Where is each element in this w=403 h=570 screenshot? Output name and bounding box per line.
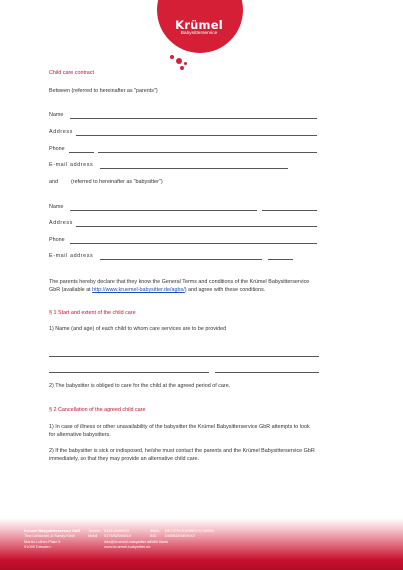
babysitter-phone-field[interactable] bbox=[70, 243, 317, 244]
footer-company-name: Krümel Babysitterservice GbR bbox=[24, 528, 81, 533]
parents-email-field[interactable] bbox=[100, 168, 288, 169]
footer-website: www.kruemel-babysitter.de bbox=[104, 543, 151, 549]
parents-address-field[interactable] bbox=[76, 135, 317, 136]
parents-phone-field-2[interactable] bbox=[98, 152, 317, 153]
babysitter-email-field-2[interactable] bbox=[268, 259, 293, 260]
footer-phone: 0351/2088923 bbox=[104, 528, 129, 533]
parents-name-field[interactable] bbox=[70, 118, 317, 119]
footer-contact-values bbox=[104, 528, 151, 549]
parents-phone-label: Phone bbox=[49, 146, 65, 152]
babysitter-address-field[interactable] bbox=[76, 226, 317, 227]
footer-company bbox=[24, 528, 80, 549]
section-1-heading: § 1 Start and extent of the child care bbox=[49, 310, 136, 316]
terms-link[interactable]: http://www.kruemel-babysitter.de/agbs/ bbox=[92, 287, 185, 293]
footer-bic-label: BIC: bbox=[150, 533, 158, 539]
footer-mobile: 0176/62098419 bbox=[104, 533, 132, 539]
declaration-prefix: GbR (available at bbox=[49, 287, 93, 293]
and-label: and bbox=[49, 179, 58, 185]
crumb-dot-1 bbox=[170, 55, 174, 59]
footer-bank-name: DAB Bank bbox=[150, 538, 168, 544]
parents-phone-field-1[interactable] bbox=[69, 152, 94, 153]
footer-bic: DABBDEMMXXX bbox=[165, 533, 196, 539]
section-1-item-1: 1) Name (and age) of each child to whom care services are to be provided bbox=[49, 326, 227, 332]
footer-iban: DE73701204008379745006 bbox=[165, 528, 214, 533]
babysitter-email-field-1[interactable] bbox=[100, 259, 262, 260]
babysitter-name-field-2[interactable] bbox=[262, 210, 317, 211]
logo-tagline: Babysitterservice bbox=[180, 31, 218, 36]
babysitter-name-field-1[interactable] bbox=[70, 210, 257, 211]
footer-city: 01099 Dresden bbox=[24, 543, 51, 549]
section-2-item-1-line-1: 1) In case of illness or other unavailability of the babysitter the Krümel Babysitterservice GbR attempts to look bbox=[49, 424, 310, 430]
parents-address-label: Address bbox=[49, 129, 73, 135]
footer-street: Martin-Luther-Platz 9 bbox=[24, 538, 61, 544]
section-2-item-1-line-2: for alternative babysitters. bbox=[49, 432, 111, 438]
document-title: Child care contract bbox=[49, 70, 94, 76]
babysitter-phone-label: Phone bbox=[49, 237, 65, 243]
and-text: (referred to hereinafter as "babysitter") bbox=[71, 179, 163, 185]
crumb-dot-4 bbox=[180, 66, 184, 70]
footer-contact-labels bbox=[88, 528, 101, 539]
footer-mobile-label: Mobil bbox=[88, 533, 98, 539]
declaration-line-1: The parents hereby declare that they know the General Terms and conditions of the Krümel Babysitterservice bbox=[49, 279, 310, 285]
children-field-1[interactable] bbox=[49, 356, 319, 357]
parents-name-label: Name bbox=[49, 112, 64, 118]
babysitter-address-label: Address bbox=[49, 220, 73, 226]
logo-name: Krümel bbox=[175, 18, 223, 32]
babysitter-name-label: Name bbox=[49, 204, 64, 210]
babysitter-email-label: E-mail address bbox=[49, 253, 94, 259]
crumb-dot-3 bbox=[184, 62, 187, 65]
parents-email-label: E-mail address bbox=[49, 162, 94, 168]
section-2-item-2-line-2: immediately, so that they may provide an alternative child care. bbox=[49, 456, 200, 462]
footer-iban-label: IBAN: bbox=[150, 528, 161, 533]
footer-phone-label: Telefon bbox=[88, 528, 101, 533]
children-field-3[interactable] bbox=[215, 372, 319, 373]
section-1-item-2: 2) The babysitter is obliged to care for the child at the agreed period of care. bbox=[49, 383, 231, 389]
footer-bank-values bbox=[165, 528, 214, 539]
declaration-suffix: ) and agree with these conditions. bbox=[184, 287, 266, 293]
children-field-2[interactable] bbox=[49, 372, 209, 373]
footer-owners: Tina Liebscher & Sandy Klein bbox=[24, 533, 75, 539]
section-2-item-2-line-1: 2) If the babysitter is sick or indisposed, he/she must contact the parents and the Krümel Babysitterservice GbR bbox=[49, 448, 315, 454]
section-2-heading: § 2 Cancellation of the agreed child care bbox=[49, 407, 146, 413]
between-text: Between (referred to hereinafter as "parents") bbox=[49, 88, 158, 94]
declaration-line-2 bbox=[49, 287, 265, 294]
crumb-dot-2 bbox=[176, 58, 182, 64]
footer-email: info@kruemel-babysitter.de bbox=[104, 538, 152, 544]
